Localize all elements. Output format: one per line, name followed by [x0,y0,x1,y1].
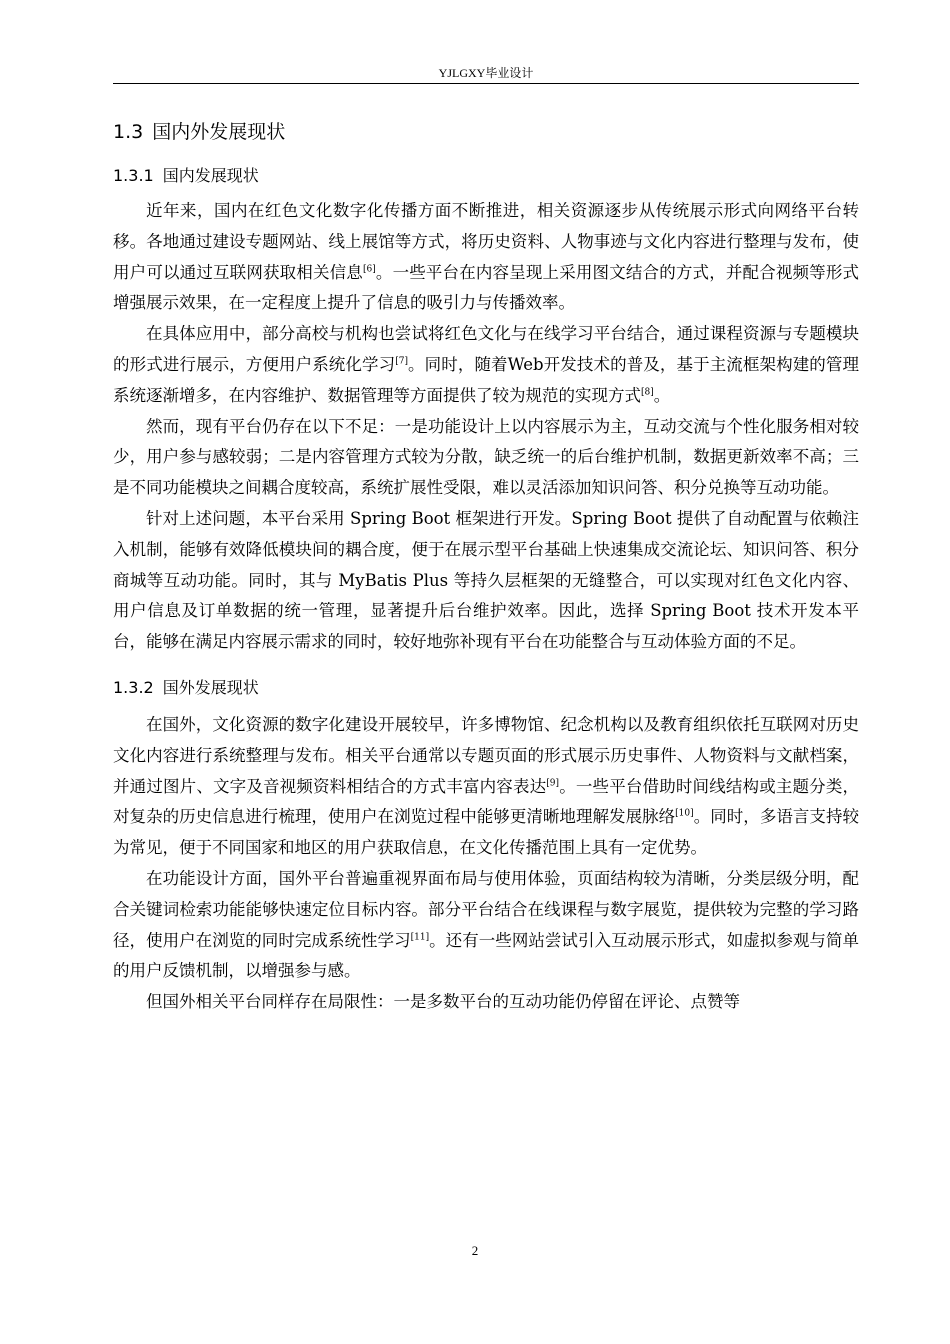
subsection-heading-domestic [113,156,859,196]
paragraph [113,504,859,658]
paragraph-text: 但国外相关平台同样存在局限性：一是多数平台的互动功能仍停留在评论、点赞等 [146,992,740,1012]
paragraph [113,710,859,864]
paragraph-text: 。一些平台借助时间线结构或主题分类，对复杂的历史信息进行梳理，使用户在浏览过程中能够更清晰地理解发展脉络 [113,776,860,827]
paragraph [113,412,859,504]
paragraph [113,987,859,1018]
subsection-number: 1.3.1 [113,166,154,185]
citation: [8] [641,387,654,398]
subsection-number: 1.3.2 [113,677,154,697]
paragraph-text: 。 [653,385,671,405]
running-header [113,64,859,84]
citation: [9] [546,778,560,789]
paragraph-text: 。还有一些网站尝试引入互动展示形式，如虚拟参观与简单的用户反馈机制，以增强参与感。 [113,930,860,981]
document-body [113,112,859,1018]
paragraph [113,864,859,987]
paragraph-text: 。同时，随着Web开发技术的普及，基于主流框架构建的管理系统逐渐增多，在内容维护、数据管理等方面提供了较为规范的实现方式 [113,354,859,405]
section-heading [113,112,859,152]
paragraph [113,196,859,319]
subsection-title: 国外发展现状 [162,677,259,697]
paragraph-text: 在功能设计方面，国外平台普遍重视界面布局与使用体验，页面结构较为清晰，分类层级分明，配合关键词检索功能能够快速定位目标内容。部分平台结合在线课程与数字展览，提供较为完整的学习路径，使用户在浏览的同时完成系统性学习 [113,868,859,950]
paragraph-text: 近年来，国内在红色文化数字化传播方面不断推进，相关资源逐步从传统展示形式向网络平台转移。各地通过建设专题网站、线上展馆等方式，将历史资料、人物事迹与文化内容进行整理与发布，使用户可以通过互联网获取相关信息 [113,201,859,282]
subsection-title: 国内发展现状 [162,166,259,185]
paragraph-text: 。一些平台在内容呈现上采用图文结合的方式，并配合视频等形式增强展示效果，在一定程度上提升了信息的吸引力与传播效率。 [113,262,860,313]
citation: [6] [362,264,376,275]
paragraph-text: 。同时，多语言支持较为常见，便于不同国家和地区的用户获取信息，在文化传播范围上具有一定优势。 [113,807,860,858]
paragraph-text: 针对上述问题，本平台采用 Spring Boot 框架进行开发。Spring Boot 提供了自动配置与依赖注入机制，能够有效降低模块间的耦合度，便于在展示型平台基础上快速集成交流论坛、知识问答、积分商城等互动功能。同时，其与 MyBatis Plus 等持久层框架的无缝整合，可以实现对红色文化内容、用户信息及订单数据的统一管理，显著提升后台维护效率。因此，选择 Spring Boot 技术开发本平台，能够在满足内容展示需求的同时，较好地弥补现有平台在功能整合与互动体验方面的不足。 [113,508,859,652]
paragraph-text: 在具体应用中，部分高校与机构也尝试将红色文化与在线学习平台结合，通过课程资源与专题模块的形式进行展示，方便用户系统化学习 [113,324,859,374]
subsection-heading-foreign [113,668,859,708]
paragraph [113,319,859,411]
paragraph-text: 然而，现有平台仍存在以下不足：一是功能设计上以内容展示为主，互动交流与个性化服务相对较少，用户参与感较弱；二是内容管理方式较为分散，缺乏统一的后台维护机制，数据更新效率不高；三是不同功能模块之间耦合度较高，系统扩展性受限，难以灵活添加知识问答、积分兑换等互动功能。 [113,416,859,498]
citation: [10] [675,808,694,819]
citation: [11] [410,932,430,943]
running-header-title: YJLGXY毕业设计 [438,66,534,80]
section-title: 国内外发展现状 [152,121,286,143]
citation: [7] [395,356,408,367]
paragraph-text: 在国外，文化资源的数字化建设开展较早，许多博物馆、纪念机构以及教育组织依托互联网对历史文化内容进行系统整理与发布。相关平台通常以专题页面的形式展示历史事件、人物资料与文献档案，并通过图片、文字及音视频资料相结合的方式丰富内容表达 [113,714,859,796]
page-number: 2 [471,1243,479,1258]
section-number: 1.3 [113,121,144,143]
